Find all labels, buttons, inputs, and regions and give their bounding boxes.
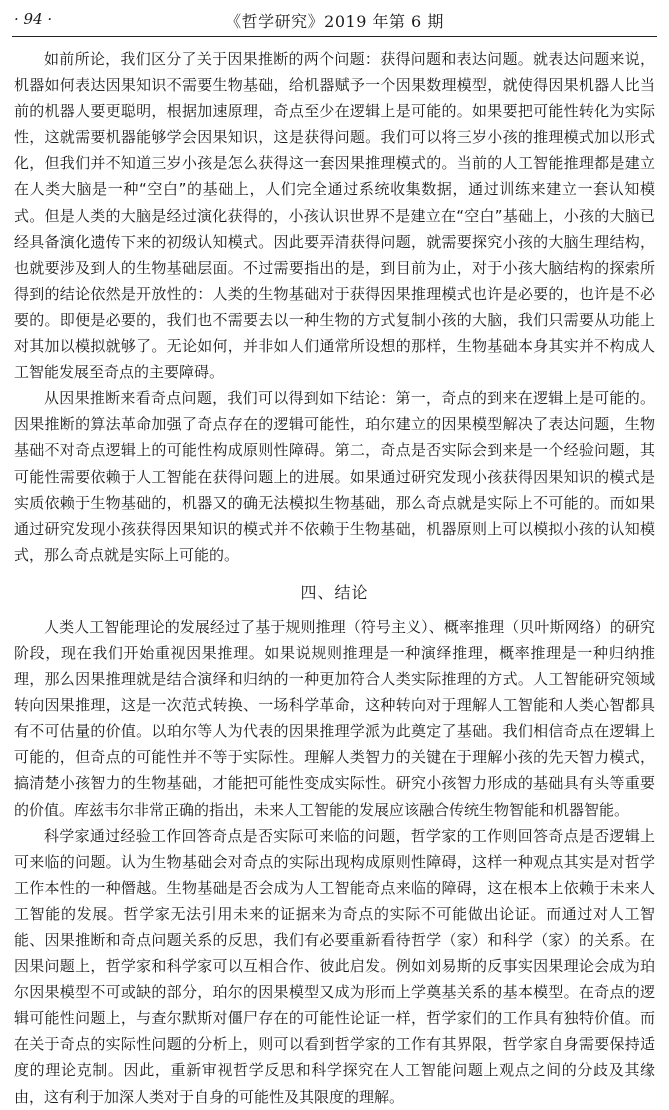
- header-rule: [12, 36, 657, 37]
- paragraph: 从因果推断来看奇点问题，我们可以得到如下结论：第一，奇点的到来在逻辑上是可能的。因果推断的算法革命加强了奇点存在的逻辑可能性，珀尔建立的因果模型解决了表达问题，生物基础不对奇点逻辑上的可能性构成原则性障碍。第二，奇点是否实际会到来是一个经验问题，其可能性需要依赖于人工智能在获得问题上的进展。如果通过研究发现小孩获得因果知识的模式是实质依赖于生物基础的，机器又的确无法模拟生物基础，那么奇点就是实际上不可能的。而如果通过研究发现小孩获得因果知识的模式并不依赖于生物基础，机器原则上可以模拟小孩的认知模式，那么奇点就是实际上可能的。: [14, 389, 655, 564]
- article-body: [14, 46, 655, 1110]
- page-header: [0, 0, 669, 38]
- paragraph: 科学家通过经验工作回答奇点是否实际可来临的问题，哲学家的工作则回答奇点是否逻辑上可来临的问题。认为生物基础会对奇点的实际出现构成原则性障碍，这样一种观点其实是对哲学工作本性的一种僭越。生物基础是否会成为人工智能奇点来临的障碍，这在根本上依赖于未来人工智能的发展。哲学家无法引用未来的证据来为奇点的实际不可能做出论证。而通过对人工智能、因果推断和奇点问题关系的反思，我们有必要重新看待哲学（家）和科学（家）的关系。在因果问题上，哲学家和科学家可以互相合作、彼此启发。例如刘易斯的反事实因果理论会成为珀尔因果模型不可或缺的部分，珀尔的因果模型又成为形而上学奠基关系的基本模型。在奇点的逻辑可能性问题上，与查尔默斯对僵尸存在的可能性论证一样，哲学家们的工作具有独特价值。而在关于奇点的实际性问题的分析上，则可以看到哲学家的工作有其界限，哲学家自身需要保持适度的理论克制。因此，重新审视哲学反思和科学探究在人工智能问题上观点之间的分歧及其缘由，这有利于加深人类对于自身的可能性及其限度的理解。: [14, 826, 655, 1106]
- paragraph: 人类人工智能理论的发展经过了基于规则推理（符号主义）、概率推理（贝叶斯网络）的研究阶段，现在我们开始重视因果推理。如果说规则推理是一种演绎推理，概率推理是一种归纳推理，那么因果推理就是结合演绎和归纳的一种更加符合人类实际推理的方式。人工智能研究领域转向因果推理，这是一次范式转换、一场科学革命，这种转向对于理解人工智能和人类心智都具有不可估量的价值。以珀尔等人为代表的因果推理学派为此奠定了基础。我们相信奇点在逻辑上可能的，但奇点的可能性并不等于实际性。理解人类智力的关键在于理解小孩的先天智力模式，搞清楚小孩智力的生物基础，才能把可能性变成实际性。研究小孩智力形成的基础具有头等重要的价值。库兹韦尔非常正确的指出，未来人工智能的发展应该融合传统生物智能和机器智能。: [14, 617, 655, 819]
- page-number: · 94 ·: [14, 10, 53, 28]
- paragraph: 如前所论，我们区分了关于因果推断的两个问题：获得问题和表达问题。就表达问题来说，机器如何表达因果知识不需要生物基础，给机器赋予一个因果数理模型，就使得因果机器人比当前的机器人要更聪明，根据加速原理，奇点至少在逻辑上是可能的。如果要把可能性转化为实际性，这就需要机器能够学会因果知识，这是获得问题。我们可以将三岁小孩的推理模式加以形式化，但我们并不知道三岁小孩是怎么获得这一套因果推理模式的。当前的人工智能推理都是建立在人类大脑是一种“空白”的基础上，人们完全通过系统收集数据，通过训练来建立一套认知模式。但是人类的大脑是经过演化获得的，小孩认识世界不是建立在“空白”基础上，小孩的大脑已经具备演化遗传下来的初级认知模式。因此要弄清获得问题，就需要探究小孩的大脑生理结构，也就要涉及到人的生物基础层面。不过需要指出的是，到目前为止，对于小孩大脑结构的探索所得到的结论依然是开放性的：人类的生物基础对于获得因果推理模式也许是必要的，也许是不必要的。即便是必要的，我们也不需要去以一种生物的方式复制小孩的大脑，我们只需要从功能上对其加以模拟就够了。无论如何，并非如人们通常所设想的那样，生物基础本身其实并不构成人工智能发展至奇点的主要障碍。: [14, 50, 655, 382]
- section-title: 四、结论: [300, 582, 369, 602]
- journal-title: 《哲学研究》2019 年第 6 期: [225, 12, 444, 31]
